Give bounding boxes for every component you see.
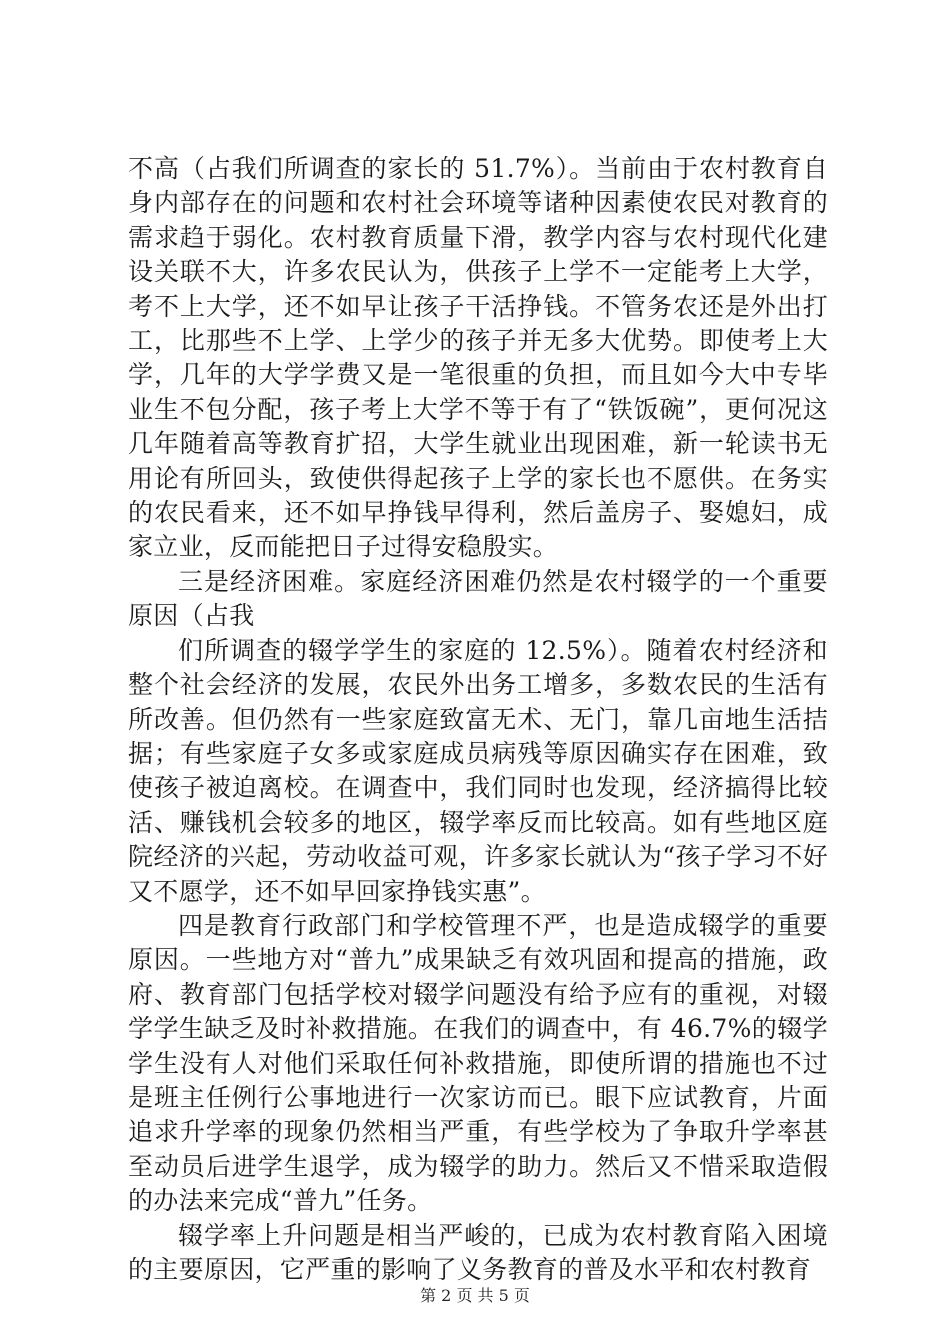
- paragraph-dropout-rate: 辍学率上升问题是相当严峻的，已成为农村教育陷入困境的主要原因，它严重的影响了义务教育的普及水平和农村教育: [128, 1220, 828, 1284]
- paragraph-management: 四是教育行政部门和学校管理不严，也是造成辍学的重要原因。一些地方对“普九”成果缺乏有效巩固和提高的措施，政府、教育部门包括学校对辍学问题没有给予应有的重视，对辍学学生缺乏及时补救措施。在我们的调查中，有 46.7%的辍学学生没有人对他们采取任何补救措施，即使所谓的措施也不过是班主任例行公事地进行一次家访而已。眼下应试教育，片面追求升学率的现象仍然相当严重，有些学校为了争取升学率甚至动员后进学生退学，成为辍学的助力。然后又不惜采取造假的办法来完成“普九”任务。: [128, 910, 828, 1216]
- body-text: [128, 152, 828, 1287]
- paragraph-economic-difficulty-continued: 们所调查的辍学学生的家庭的 12.5%）。随着农村经济和整个社会经济的发展，农民外出务工增多，多数农民的生活有所改善。但仍然有一些家庭致富无术、无门，靠几亩地生活拮据；有些家庭子女多或家庭成员病残等原因确实存在困难，致使孩子被迫离校。在调查中，我们同时也发现，经济搞得比较活、赚钱机会较多的地区，辍学率反而比较高。如有些地区庭院经济的兴起，劳动收益可观，许多家长就认为“孩子学习不好又不愿学，还不如早回家挣钱实惠”。: [128, 635, 828, 906]
- paragraph-continued: 不高（占我们所调查的家长的 51.7%）。当前由于农村教育自身内部存在的问题和农村社会环境等诸种因素使农民对教育的需求趋于弱化。农村教育质量下滑，教学内容与农村现代化建设关联不大，许多农民认为，供孩子上学不一定能考上大学，考不上大学，还不如早让孩子干活挣钱。不管务农还是外出打工，比那些不上学、上学少的孩子并无多大优势。即使考上大学，几年的大学学费又是一笔很重的负担，而且如今大中专毕业生不包分配，孩子考上大学不等于有了“铁饭碗”，更何况这几年随着高等教育扩招，大学生就业出现困难，新一轮读书无用论有所回头，致使供得起孩子上学的家长也不愿供。在务实的农民看来，还不如早挣钱早得利，然后盖房子、娶媳妇，成家立业，反而能把日子过得安稳殷实。: [128, 154, 828, 562]
- paragraph-economic-difficulty: 三是经济困难。家庭经济困难仍然是农村辍学的一个重要原因（占我: [128, 566, 828, 631]
- page-number-footer: 第 2 页 共 5 页: [420, 1286, 530, 1305]
